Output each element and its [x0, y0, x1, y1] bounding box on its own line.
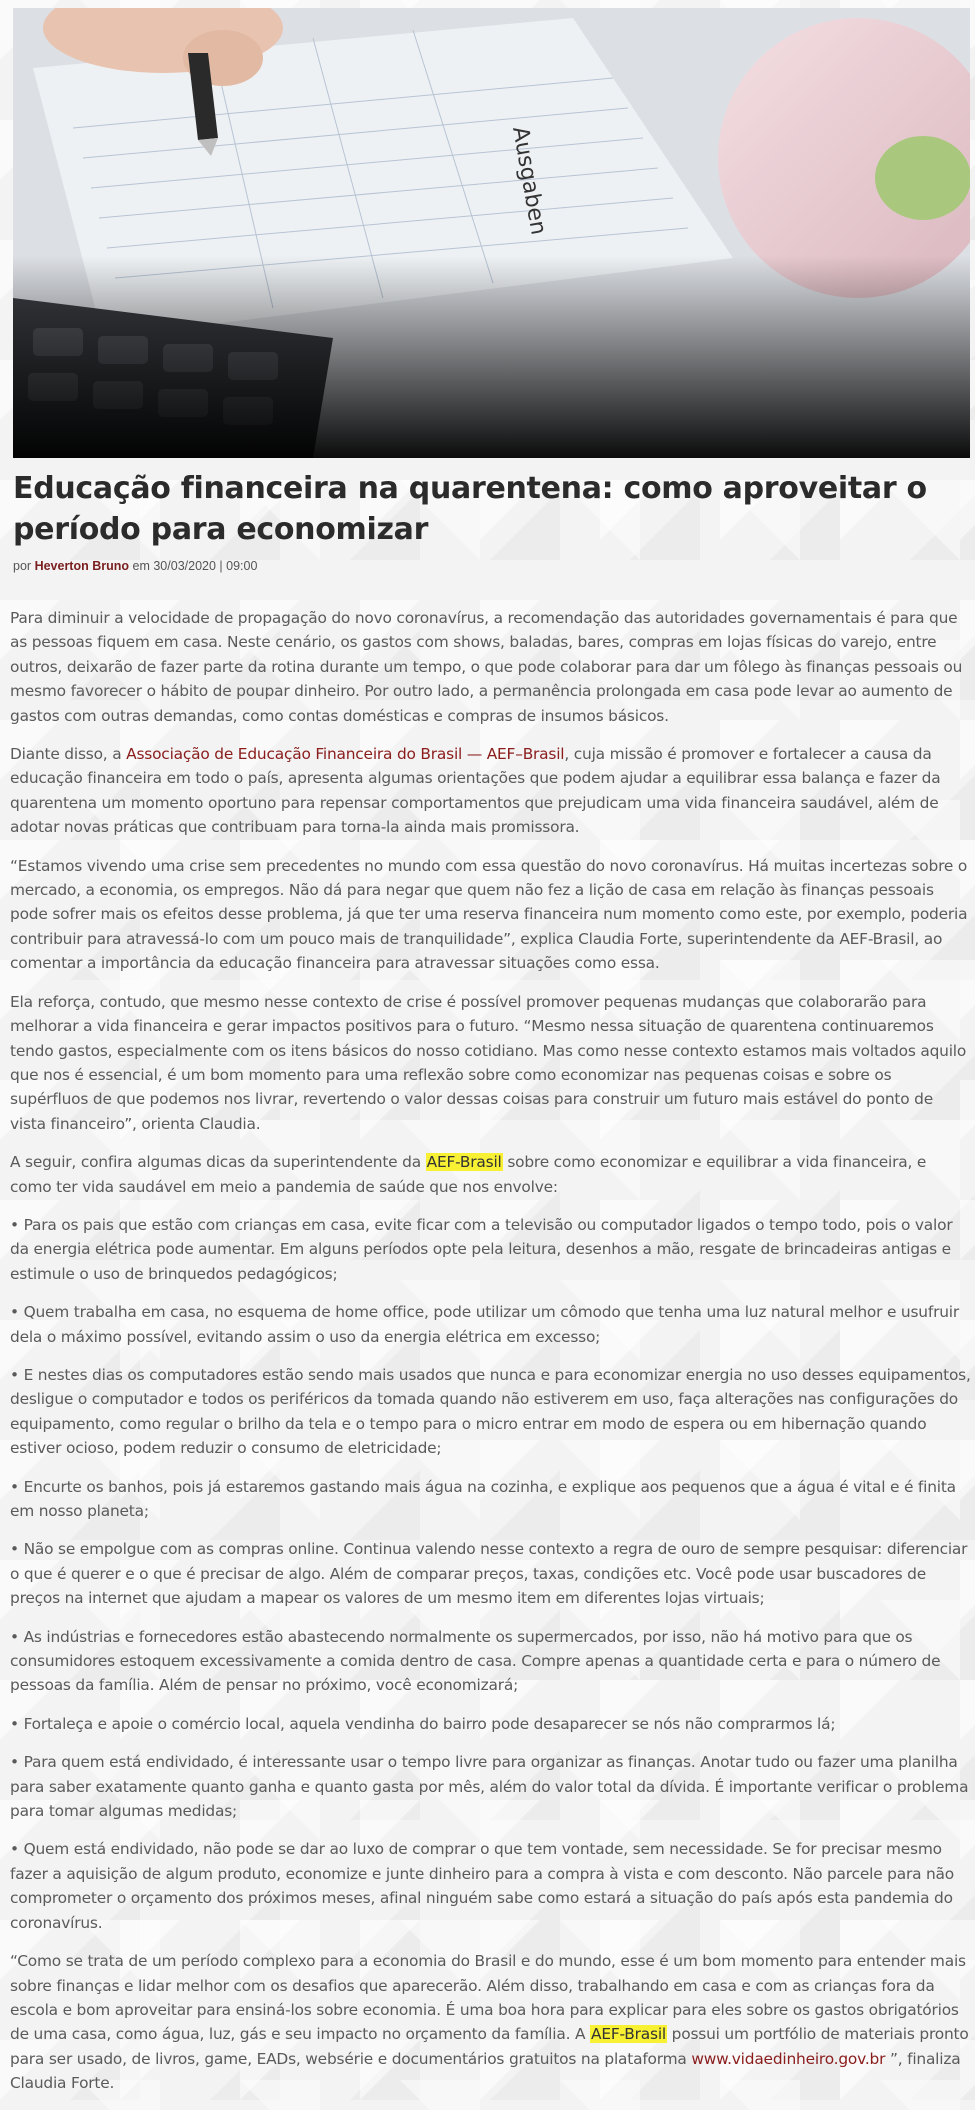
tip-item: • As indústrias e fornecedores estão abastecendo normalmente os supermercados, por isso, não há motivo para que os consumidores estoquem excessivamente a comida dentro de casa. Compre apenas a quantidade certa e para o número de pessoas da família. Além de pensar no próximo, você economizará;	[10, 1627, 941, 1695]
byline-prefix: por	[13, 559, 32, 573]
paragraph: Ela reforça, contudo, que mesmo nesse contexto de crise é possível promover pequenas mudanças que colaborarão para melhorar a vida financeira e gerar impactos positivos para o futuro. “Mesmo nessa situação de quarentena continuaremos tendo gastos, especialmente com os itens básicos do nosso cotidiano. Mas como nesse contexto estamos mais voltados aquilo que nos é essencial, é um bom momento para uma reflexão sobre como economizar nas pequenas coisas e sobre os supérfluos de que podemos nos livrar, revertendo o valor dessas coisas para construir um futuro mais estável do ponto de vista financeiro”, orienta Claudia.	[10, 992, 967, 1133]
hero-illustration	[13, 8, 970, 458]
paragraph	[10, 1949, 972, 2095]
tip-item: • Fortaleça e apoie o comércio local, aquela vendinha do bairro pode desaparecer se nós não comprarmos lá;	[10, 1714, 836, 1733]
byline-sep: em	[132, 559, 150, 573]
hero-image	[13, 8, 970, 458]
tip-item: • Encurte os banhos, pois já estaremos gastando mais água na cozinha, e explique aos pequenos que a água é vital e é finita em nosso planeta;	[10, 1477, 956, 1520]
article-body	[10, 606, 972, 2110]
text-span: A seguir, confira algumas dicas da superintendente da	[10, 1153, 426, 1172]
tip-item: • Quem está endividado, não pode se dar ao luxo de comprar o que tem vontade, sem necessidade. Se for precisar mesmo fazer a aquisição de algum produto, economize e junte dinheiro para a compra à vista e com desconto. Não parcele para não comprometer o orçamento dos próximos meses, afinal ninguém sabe como estará a situação do país após esta pandemia do coronavírus.	[10, 1840, 955, 1932]
text-span: ”, finaliza Claudia Forte.	[10, 2049, 961, 2093]
tip-item: • Para os pais que estão com crianças em casa, evite ficar com a televisão ou computador ligados o tempo todo, pois o valor da energia elétrica pode aumentar. Em alguns períodos opte pela leitura, desenhos a mão, resgate de brincadeiras antigas e estimule o uso de brinquedos pedagógicos;	[10, 1215, 953, 1283]
vidaedinheiro-link[interactable]: www.vidaedinheiro.gov.br	[691, 2049, 886, 2068]
publish-date: 30/03/2020 | 09:00	[153, 559, 258, 573]
tip-item: • Quem trabalha em casa, no esquema de home office, pode utilizar um cômodo que tenha uma luz natural melhor e usufruir dela o máximo possível, evitando assim o uso da energia elétrica em excesso;	[10, 1303, 959, 1346]
text-span: “Como se trata de um período complexo para a economia do Brasil e do mundo, esse é um bom momento para entender mais sobre finanças e lidar melhor com os desafios que aparecerão. Além disso, trabalhando em casa e com as crianças fora da escola e bom aproveitar para ensiná-los sobre economia. É uma boa hora para explicar para eles sobre os gastos obrigatórios de uma casa, como água, luz, gás e seu impacto no orçamento da família. A	[10, 1952, 966, 2044]
paragraph: “Estamos vivendo uma crise sem precedentes no mundo com essa questão do novo coronavírus. Há muitas incertezas sobre o mercado, a economia, os empregos. Não dá para negar que quem não fez a lição de casa em relação às finanças pessoais pode sofrer mais os efeitos desse problema, já que ter uma reserva financeira num momento como este, por exemplo, poderia contribuir para atravessá-lo com um pouco mais de tranquilidade”, explica Claudia Forte, superintendente da AEF-Brasil, ao comentar a importância da educação financeira para atravessar situações como essa.	[10, 856, 968, 973]
tip-item: • E nestes dias os computadores estão sendo mais usados que nunca e para economizar energia no uso desses equipamentos, desligue o computador e todos os periféricos da tomada quando não estiverem em uso, faça alterações nas configurações do equipamento, como regular o brilho da tela e o tempo para o micro entrar em modo de espera ou em hibernação quando estiver ocioso, podem reduzir o consumo de eletricidade;	[10, 1365, 971, 1458]
aef-link[interactable]: Associação de Educação Financeira do Brasil — AEF–Brasil	[126, 745, 565, 764]
article-title: Educação financeira na quarentena: como aproveitar o período para economizar	[13, 471, 927, 547]
text-span: sobre como economizar e equilibrar a vida financeira, e como ter vida saudável em meio a pandemia de saúde que nos envolve:	[10, 1153, 927, 1196]
text-span: , cuja missão é promover e fortalecer a causa da educação financeira em todo o país, apresenta algumas orientações que podem ajudar a equilibrar essa balança e fazer da quarentena um momento oportuno para repensar comportamentos que prejudicam uma vida financeira saudável, além de adotar novas práticas que contribuam para torna-la ainda mais promissora.	[10, 745, 941, 837]
paragraph	[10, 1150, 972, 1199]
text-span: possui um portfólio de materiais pronto para ser usado, de livros, game, EADs, websérie e documentários gratuitos na plataforma	[10, 2025, 969, 2068]
author-link[interactable]: Heverton Bruno	[34, 559, 130, 573]
tip-item: • Não se empolgue com as compras online. Continua valendo nesse contexto a regra de ouro de sempre pesquisar: diferenciar o que é querer e o que é precisar de algo. Além de comparar preços, taxas, condições etc. Você pode usar buscadores de preços na internet que ajudam a mapear os valores de um mesmo item em diferentes lojas virtuais;	[10, 1540, 968, 1608]
tip-item: • Para quem está endividado, é interessante usar o tempo livre para organizar as finanças. Anotar tudo ou fazer uma planilha para saber exatamente quanto ganha e quanto gasta por mês, além do valor total da dívida. É importante verificar o problema para tomar algumas medidas;	[10, 1753, 969, 1821]
text-span: Diante disso, a	[10, 745, 127, 764]
highlighted-term: AEF-Brasil	[426, 1153, 502, 1172]
paragraph	[10, 742, 972, 840]
paragraph: Para diminuir a velocidade de propagação do novo coronavírus, a recomendação das autoridades governamentais é para que as pessoas fiquem em casa. Neste cenário, os gastos com shows, baladas, bares, compras em lojas físicas do varejo, entre outros, deixarão de fazer parte da rotina durante um tempo, o que pode colaborar para dar um fôlego às finanças pessoais ou mesmo favorecer o hábito de poupar dinheiro. Por outro lado, a permanência prolongada em casa pode levar ao aumento de gastos com outras demandas, como contas domésticas e compras de insumos básicos.	[10, 609, 963, 725]
highlighted-term: AEF-Brasil	[590, 2025, 666, 2044]
byline	[13, 559, 257, 573]
